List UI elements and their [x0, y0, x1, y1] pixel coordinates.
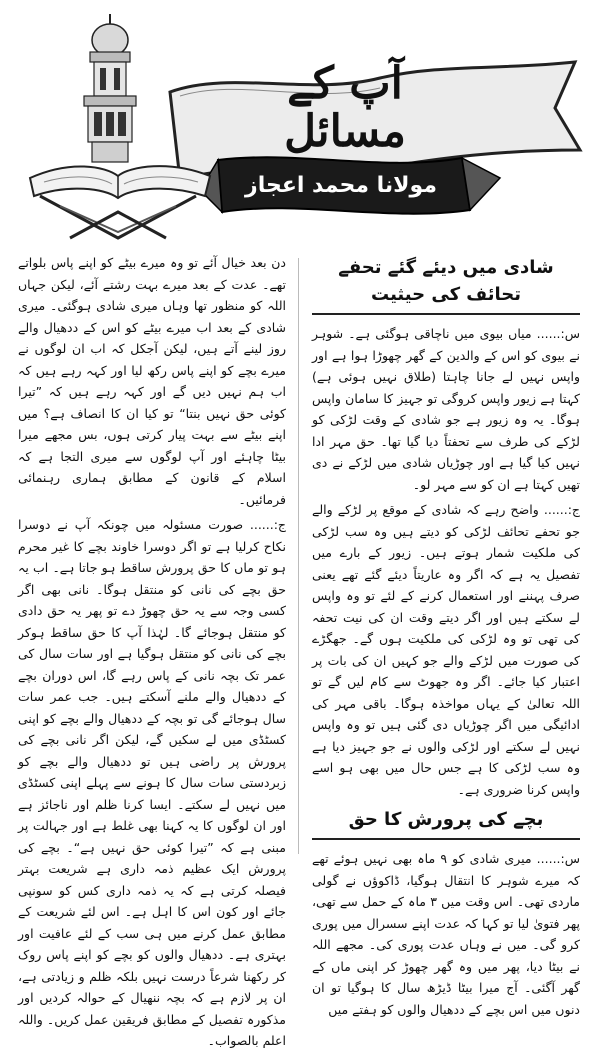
article-2-heading: بچے کی پرورش کا حق — [312, 806, 580, 840]
article-1-heading: شادی میں دیئے گئے تحفے تحائف کی حیثیت — [312, 254, 580, 315]
open-book-icon — [30, 166, 210, 238]
article-1-answer: ج:...... واضح رہے کہ شادی کے موقع پر لڑکے والے جو تحفے تحائف لڑکی کو دیتے ہیں وہ سب لڑکی کی ملکیت شمار ہوتے ہیں۔ زیور کے بارے میں تفصیل یہ ہے کہ اگر وہ عاریتاً دیئے گئے تھے یعنی صرف پہننے اور استعمال کرنے کے لئے تو وہ واپس لے سکتے ہیں اور اگر دیتے وقت ان کی نیت تحفہ کی تھی تو وہ لڑکی کی ملکیت ہوں گے۔ جھگڑے کی صورت میں لڑکے والے جو کہیں ان کی بات پر اعتبار کیا جائے۔ اگر وہ جھوٹ سے کام لیں گے تو اللہ تعالیٰ کے یہاں مواخذہ ہوگا۔ باقی مہر کی ادائیگی میں اگر چوڑیاں دی گئی ہیں تو وہ واپس نہیں لے سکتے اور لڑکی والوں نے جو جہیز دیا ہے وہ سب لڑکی کا ہے جس حال میں بھی ہو اسے واپس کرنا ضروری ہے۔ — [312, 502, 580, 797]
masthead-author: مولانا محمد اعجاز مصطفیٰ — [245, 173, 437, 238]
article-1-question: س:...... میاں بیوی میں ناچاقی ہوگئی ہے۔ شوہر نے بیوی کو اس کے والدین کے گھر چھوڑا ہوا ہے اور واپس نہیں لے جانا چاہتا (طلاق نہیں ہوئی ہے) کہتا ہے زیور واپس کروگی تو جہیز کا سامان واپس ہوگا۔ یہ وہ زیور ہے جو شادی کے وقت لڑکی کو لڑکے کی طرف سے تحفتاً دیا گیا تھا۔ حق مہر ادا نہیں کیا گیا ہے اور چوڑیاں شادی میں لڑکے نے دی تھیں کہتا ہے ان کو سے مہر لو۔ — [312, 326, 580, 492]
right-column — [312, 252, 580, 1017]
article-2-answer: ج:...... صورت مسئولہ میں چونکہ آپ نے دوسرا نکاح کرلیا ہے تو اگر دوسرا خاوند بچے کا غیر محرم ہو تو ماں کا حق پرورش ساقط ہو جاتا ہے۔ اب یہ حق بچے کی نانی کو منتقل ہوگا۔ نانی بھی اگر کسی وجہ سے یہ حق چھوڑ دے تو پھر یہ حق دادی کو منتقل ہوجائے گا۔ لہٰذا آپ کا حق ساقط ہوکر بچے کی نانی کو منتقل ہوگیا ہے اور سات سال کی عمر تک بچہ نانی کے پاس رہے گا، اس دوران بچے کے ددھیال والے ملنے آسکتے ہیں۔ جب عمر سات سال ہوجائے گی تو بچہ کے ددھیال والے بچے کو اپنی کسٹڈی میں لے سکیں گے، لیکن اگر نانی بچے کی پرورش پر راضی ہیں تو ددھیال والے بچے کو زبردستی سات سال کا ہونے سے پہلے اپنی کسٹڈی میں نہیں لے سکتے۔ ایسا کرنا ظلم اور ناجائز ہے اور ان لوگوں کا یہ کہنا بھی غلط ہے اور جہالت پر مبنی ہے کہ ”تیرا کوئی حق نہیں ہے“۔ بچے کی پرورش ایک عظیم ذمہ داری ہے شریعت بہتر فیصلہ کرتی ہے کہ یہ ذمہ داری کس کو سونپی جائے اور کون اس کا اہل ہے۔ اس لئے شریعت کے مطابق عمل کرنے میں ہی سب کے لئے عافیت اور بہتری ہے۔ ددھیال والوں کو بچے کو اپنے پاس روک کر رکھنا شرعاً درست نہیں بلکہ ظلم و زیادتی ہے، ان پر لازم ہے کہ بچہ ننھیال کے حوالہ کردیں اور مذکورہ تفصیل کے مطابق فریقین عمل کریں۔ واللہ اعلم بالصواب۔ — [18, 517, 286, 1048]
left-column — [18, 252, 286, 1048]
article-2-question-continued: دن بعد خیال آئے تو وہ میرے بیٹے کو اپنے پاس بلواتے تھے۔ عدت کے بعد میرے بہت رشتے آئے، لیکن جہاں اللہ کو منظور تھا وہاں میری شادی ہوگئی۔ میری شادی کے بعد اب میرے بیٹے کو اس کے ددھیال والے روز لینے آتے ہیں، لیکن آجکل کہ اب ان لوگوں نے میرے بچے کو اپنے پاس رکھ لیا اور کہہ رہے ہیں کہ اب ہم نہیں دیں گے اور کہہ رہے ہیں کہ ”تیرا کوئی حق نہیں بنتا“ تو کیا ان کا انصاف ہے؟ میں اپنے بیٹے سے بہت پیار کرتی ہوں، بس مجھے میرا بیٹا چاہئے اور آپ لوگوں سے میری التجا ہے کہ اسلام کے قانون کے مطابق ہماری رہنمائی فرمائیں۔ — [18, 255, 286, 507]
masthead-banner — [0, 0, 590, 248]
column-divider — [298, 258, 299, 854]
article-2-question: س:...... میری شادی کو ۹ ماہ بھی نہیں ہوئے تھے کہ میرے شوہر کا انتقال ہوگیا، ڈاکوؤں نے گولی ماردی تھی۔ اس وقت میں ۳ ماہ کے حمل سے تھی، پھر فتویٰ لیا تو کہا کہ عدت اپنے سسرال میں پوری کرو گی۔ میں نے وہاں عدت پوری کی۔ مجھے اللہ نے بیٹا دیا، پھر میں وہ گھر چھوڑ کر اپنی ماں کے گھر آگئی۔ آج میرا بیٹا ڈیڑھ سال کا ہوگیا تو ان دنوں میں اس بچے کے ددھیال والوں کو ہفتے میں — [312, 851, 580, 1017]
masthead-title: آپ کے مسائل — [284, 58, 406, 158]
minaret-icon — [84, 14, 136, 162]
